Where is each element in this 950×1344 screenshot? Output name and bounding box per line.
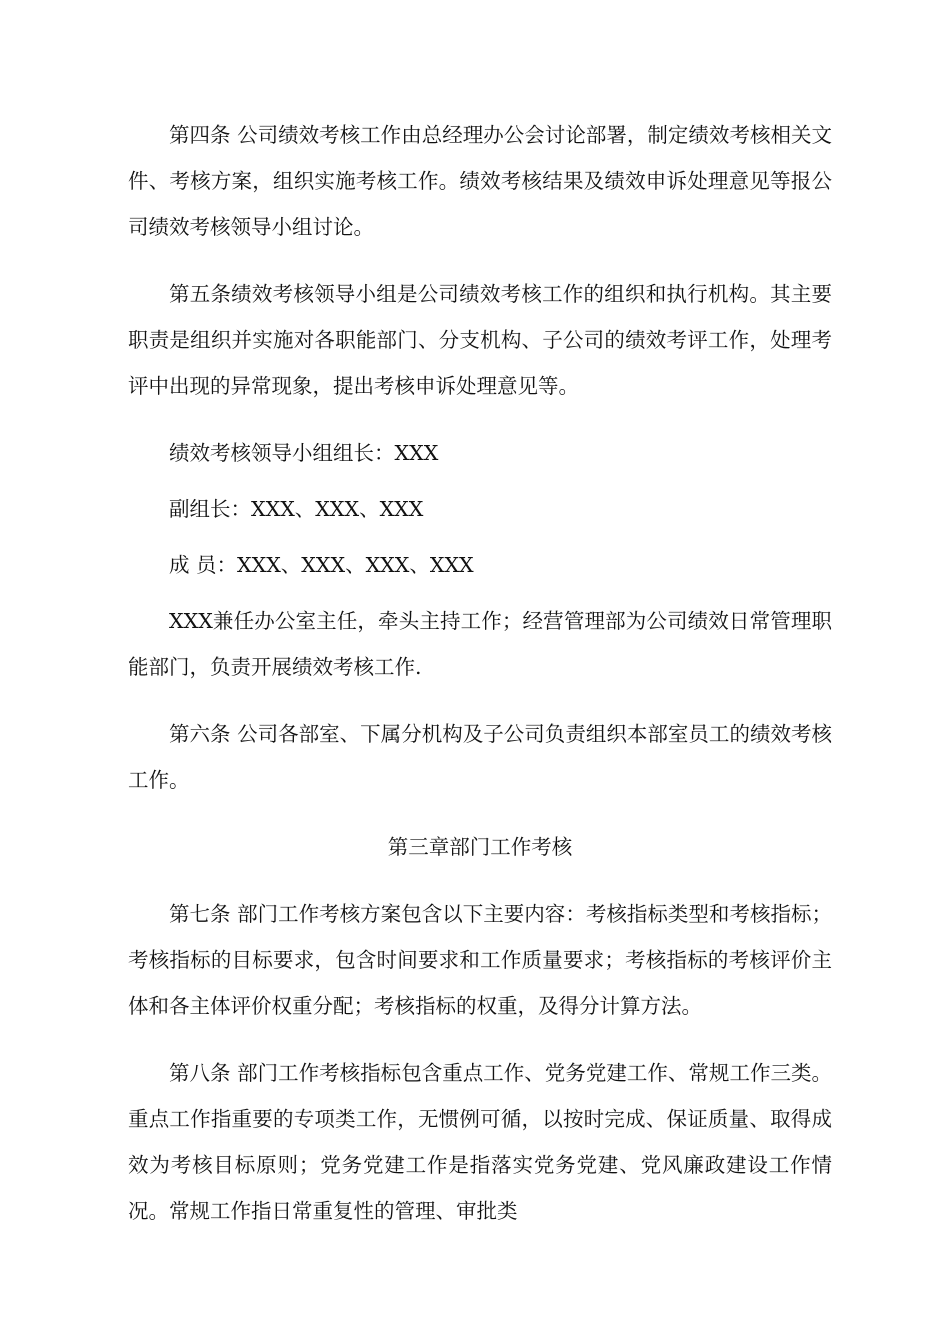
document-page <box>128 112 832 1255</box>
article-4-paragraph: 第四条 公司绩效考核工作由总经理办公会讨论部署，制定绩效考核相关文件、考核方案，组织实施考核工作。绩效考核结果及绩效申诉处理意见等报公司绩效考核领导小组讨论。 <box>128 123 832 239</box>
office-director-paragraph: XXX兼任办公室主任，牵头主持工作；经营管理部为公司绩效日常管理职能部门，负责开展绩效考核工作. <box>128 609 832 679</box>
article-6-paragraph: 第六条 公司各部室、下属分机构及子公司负责组织本部室员工的绩效考核工作。 <box>128 722 832 792</box>
members-line: 成 员：XXX、XXX、XXX、XXX <box>169 553 474 577</box>
group-leader-line: 绩效考核领导小组组长：XXX <box>169 441 439 465</box>
article-5-paragraph: 第五条绩效考核领导小组是公司绩效考核工作的组织和执行机构。其主要职责是组织并实施对各职能部门、分支机构、子公司的绩效考评工作，处理考评中出现的异常现象，提出考核申诉处理意见等。 <box>128 282 832 398</box>
article-8-paragraph: 第八条 部门工作考核指标包含重点工作、党务党建工作、常规工作三类。重点工作指重要的专项类工作，无惯例可循，以按时完成、保证质量、取得成效为考核目标原则；党务党建工作是指落实党务党建、党风廉政建设工作情况。常规工作指日常重复性的管理、审批类 <box>128 1061 832 1223</box>
article-7-paragraph: 第七条 部门工作考核方案包含以下主要内容：考核指标类型和考核指标；考核指标的目标要求，包含时间要求和工作质量要求；考核指标的考核评价主体和各主体评价权重分配；考核指标的权重，及得分计算方法。 <box>128 902 832 1018</box>
deputy-leader-line: 副组长：XXX、XXX、XXX <box>169 497 424 521</box>
chapter-3-heading: 第三章部门工作考核 <box>387 835 573 859</box>
